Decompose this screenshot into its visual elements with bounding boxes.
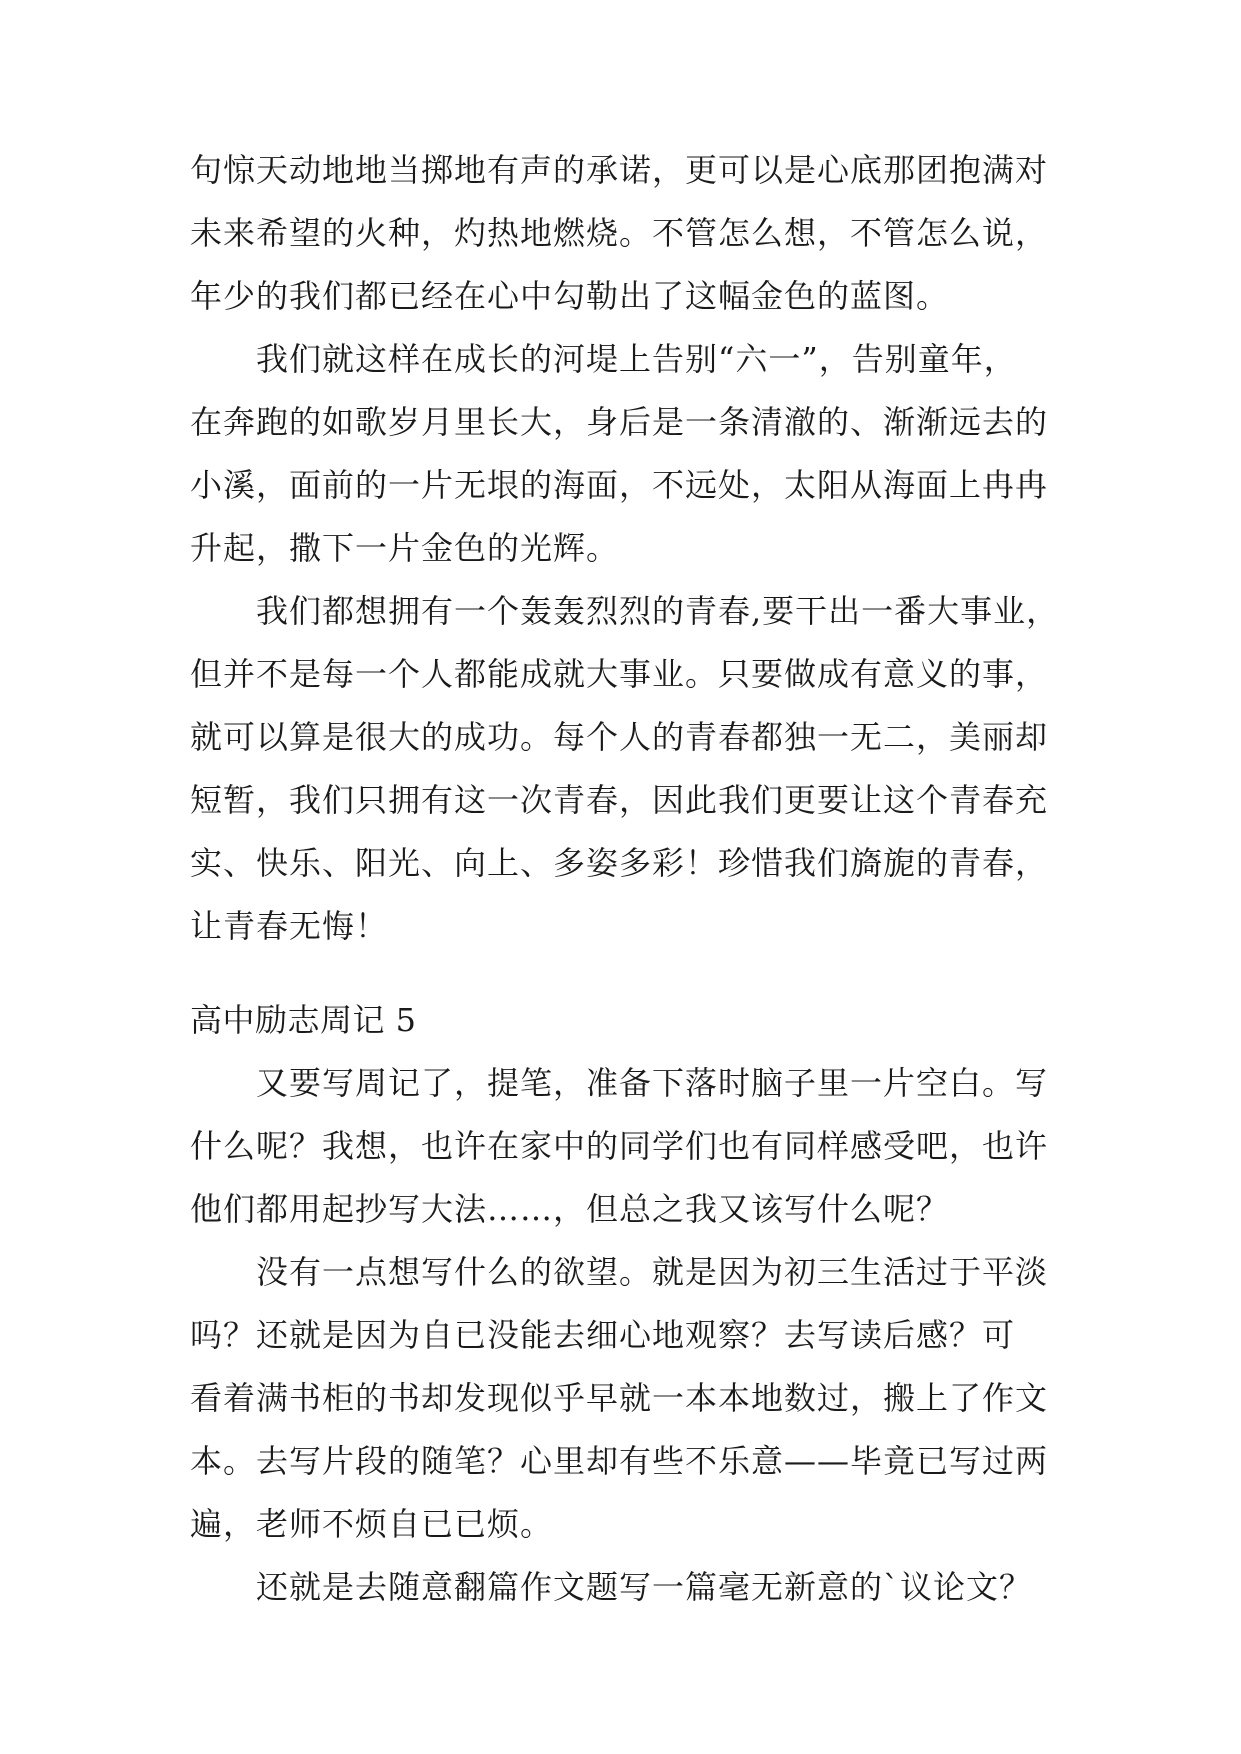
text-line: 我们就这样在成长的河堤上告别“六一”，告别童年， [256,340,1017,378]
text-line: 遍，老师不烦自已已烦。 [190,1505,554,1543]
text-line: 让青春无悔！ [190,907,389,945]
text-line: 句惊天动地地当掷地有声的承诺，更可以是心底那团抱满对 [190,151,1049,189]
text-line: 实、快乐、阳光、向上、多姿多彩！珍惜我们旖旎的青春， [190,844,1049,882]
text-line: 没有一点想写什么的欲望。就是因为初三生活过于平淡 [256,1253,1049,1291]
text-line: 小溪，面前的一片无垠的海面，不远处，太阳从海面上冉冉 [190,466,1049,504]
text-line: 短暂，我们只拥有这一次青春，因此我们更要让这个青春充 [190,781,1049,819]
text-line: 他们都用起抄写大法……，但总之我又该写什么呢？ [190,1190,950,1228]
section-heading: 高中励志周记 5 [190,1001,417,1039]
text-line: 但并不是每一个人都能成就大事业。只要做成有意义的事， [190,655,1049,693]
text-line: 未来希望的火种，灼热地燃烧。不管怎么想，不管怎么说， [190,214,1049,252]
text-line: 看着满书柜的书却发现似乎早就一本本地数过，搬上了作文 [190,1379,1049,1417]
text-line: 吗？还就是因为自已没能去细心地观察？去写读后感？可 [190,1316,1016,1354]
text-line: 年少的我们都已经在心中勾勒出了这幅金色的蓝图。 [190,277,950,315]
text-line: 本。去写片段的随笔？心里却有些不乐意——毕竟已写过两 [190,1442,1049,1480]
text-line: 还就是去随意翻篇作文题写一篇毫无新意的`议论文？ [256,1568,1033,1606]
text-line: 我们都想拥有一个轰轰烈烈的青春,要干出一番大事业， [256,592,1060,630]
text-line: 在奔跑的如歌岁月里长大，身后是一条清澈的、渐渐远去的 [190,403,1049,441]
text-line: 升起，撒下一片金色的光辉。 [190,529,620,567]
text-line: 就可以算是很大的成功。每个人的青春都独一无二，美丽却 [190,718,1049,756]
text-line: 什么呢？我想，也许在家中的同学们也有同样感受吧，也许 [190,1127,1049,1165]
text-line: 又要写周记了，提笔，准备下落时脑子里一片空白。写 [256,1064,1049,1102]
